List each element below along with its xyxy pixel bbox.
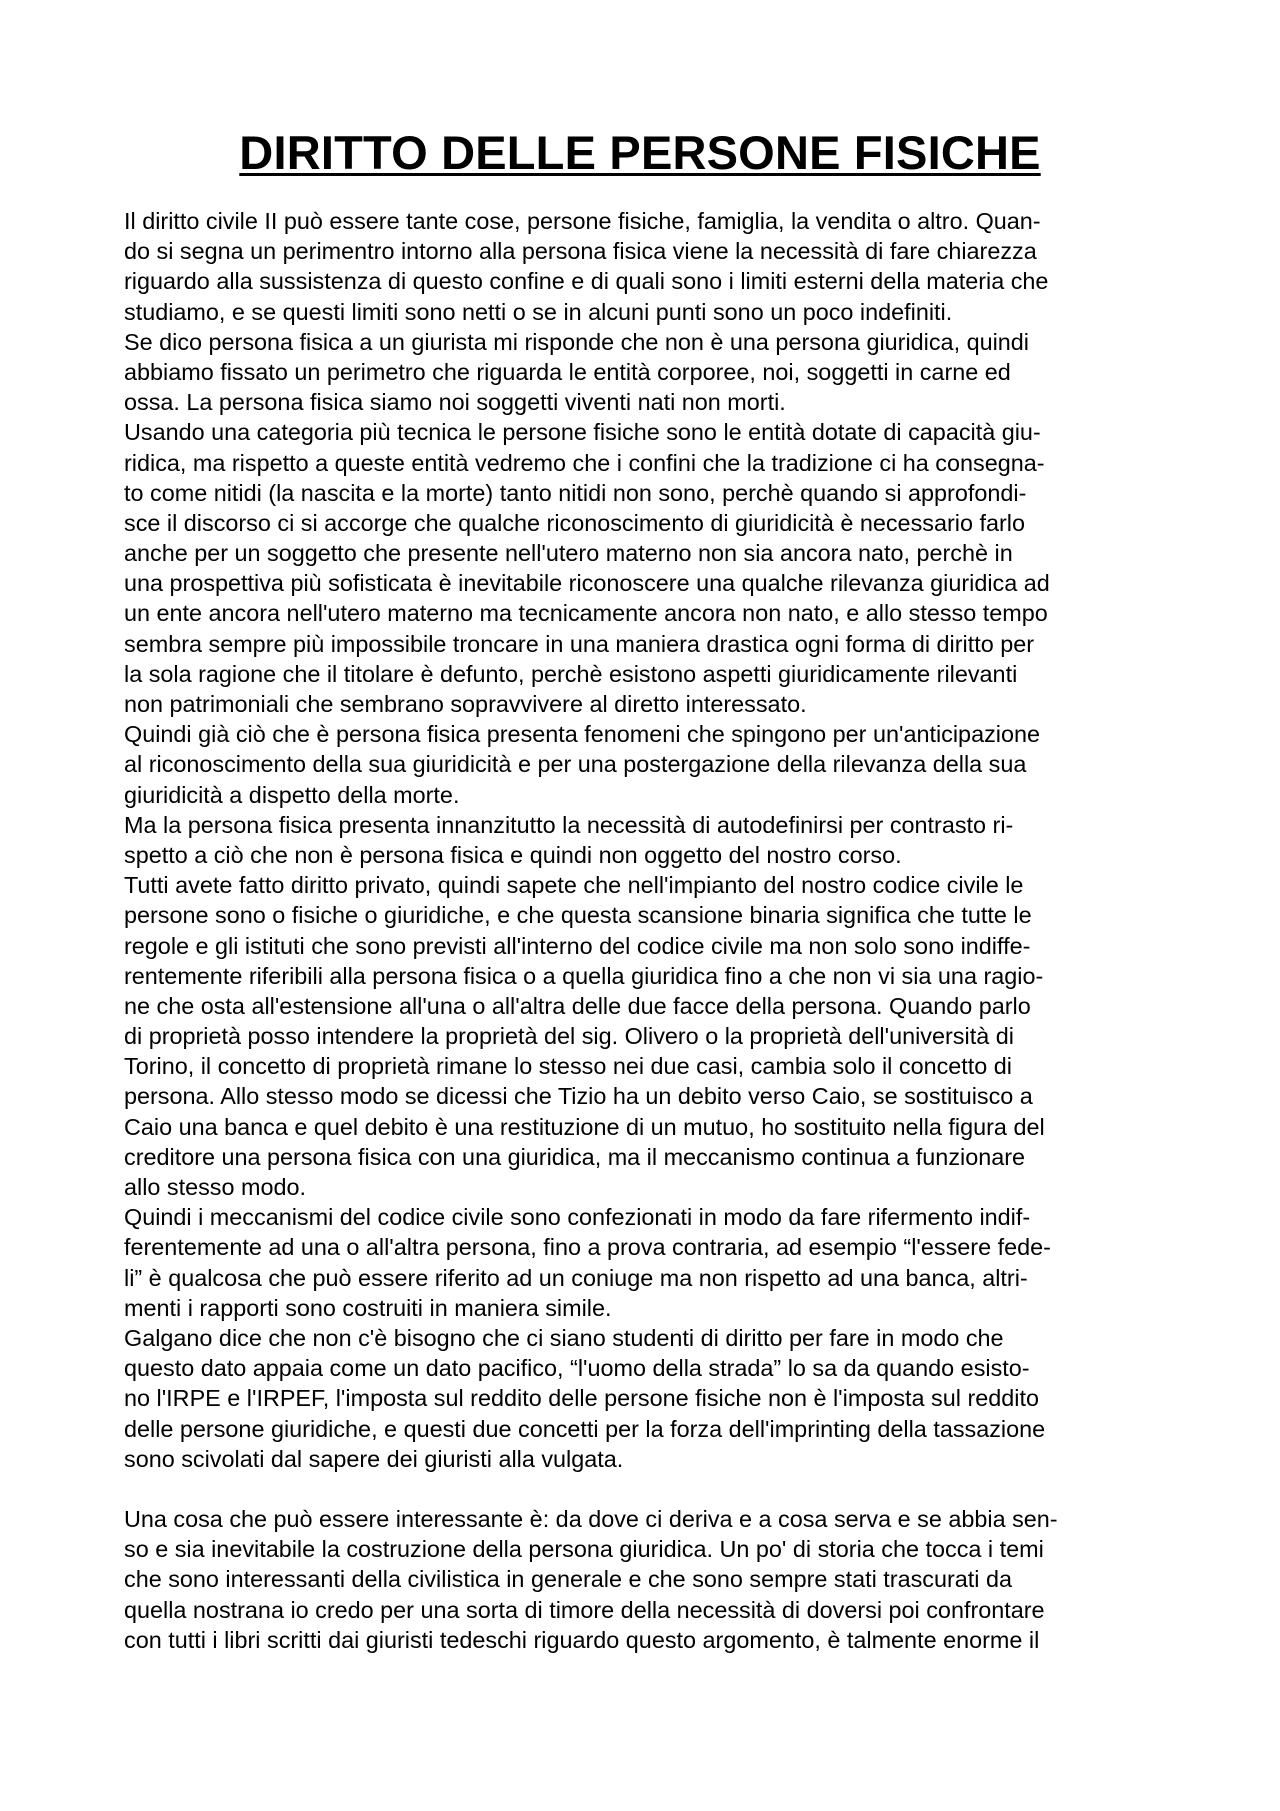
- text-line: Usando una categoria più tecnica le persone fisiche sono le entità dotate di capacità giu-: [124, 419, 1041, 446]
- text-line: Galgano dice che non c'è bisogno che ci siano studenti di diritto per fare in modo che: [124, 1324, 1004, 1351]
- text-line: con tutti i libri scritti dai giuristi tedeschi riguardo questo argomento, è talmente enorme il: [124, 1626, 1040, 1653]
- text-line: delle persone giuridiche, e questi due concetti per la forza dell'imprinting della tassazione: [124, 1415, 1046, 1442]
- text-line: so e sia inevitabile la costruzione della persona giuridica. Un po' di storia che tocca i temi: [124, 1536, 1044, 1563]
- text-line: ridica, ma rispetto a queste entità vedremo che i confini che la tradizione ci ha consegna-: [124, 449, 1045, 476]
- text-line: regole e gli istituti che sono previsti all'interno del codice civile ma non solo sono indiffe-: [124, 932, 1031, 959]
- text-line: Quindi i meccanismi del codice civile sono confezionati in modo da fare rifermento indif-: [124, 1204, 1031, 1231]
- text-line: giuridicità a dispetto della morte.: [124, 781, 460, 808]
- text-line: allo stesso modo.: [124, 1174, 307, 1200]
- text-line: la sola ragione che il titolare è defunto, perchè esistono aspetti giuridicamente rilevanti: [124, 660, 1018, 687]
- text-line: non patrimoniali che sembrano sopravvivere al diretto interessato.: [124, 691, 807, 717]
- text-line: Una cosa che può essere interessante è: da dove ci deriva e a cosa serva e se abbia sen-: [124, 1506, 1058, 1533]
- text-line: ossa. La persona fisica siamo noi soggetti viventi nati non morti.: [124, 389, 786, 416]
- text-line: Se dico persona fisica a un giurista mi risponde che non è una persona giuridica, quindi: [124, 328, 1029, 355]
- text-line: sono scivolati dal sapere dei giuristi alla vulgata.: [124, 1445, 624, 1472]
- text-line: sembra sempre più impossibile troncare in una maniera drastica ogni forma di diritto per: [124, 630, 1035, 657]
- text-line: persona. Allo stesso modo se dicessi che Tizio ha un debito verso Caio, se sostituisco a: [124, 1083, 1033, 1110]
- text-line: li” è qualcosa che può essere riferito ad un coniuge ma non rispetto ad una banca, altri-: [124, 1264, 1028, 1291]
- text-line: menti i rapporti sono costruiti in maniera simile.: [124, 1294, 612, 1321]
- text-line: Tutti avete fatto diritto privato, quindi sapete che nell'impianto del nostro codice civile le: [124, 872, 1024, 899]
- text-line: do si segna un perimentro intorno alla persona fisica viene la necessità di fare chiarezza: [124, 238, 1037, 265]
- text-line: Il diritto civile II può essere tante cose, persone fisiche, famiglia, la vendita o altro. Quan-: [124, 208, 1041, 234]
- text-line: persone sono o fisiche o giuridiche, e che questa scansione binaria significa che tutte le: [124, 902, 1032, 929]
- text-line: no l'IRPE e l'IRPEF, l'imposta sul reddito delle persone fisiche non è l'imposta sul reddito: [124, 1385, 1039, 1412]
- text-line: to come nitidi (la nascita e la morte) tanto nitidi non sono, perchè quando si approfondi-: [124, 479, 1027, 506]
- text-line: ferentemente ad una o all'altra persona, fino a prova contraria, ad esempio “l'essere fede-: [124, 1234, 1051, 1261]
- blank-line: [124, 1474, 1174, 1504]
- text-line: una prospettiva più sofisticata è inevitabile riconoscere una qualche rilevanza giuridica ad: [124, 570, 1050, 597]
- text-line: questo dato appaia come un dato pacifico, “l'uomo della strada” lo sa da quando esisto-: [124, 1355, 1030, 1382]
- document-body: [124, 206, 1174, 1655]
- text-line: studiamo, e se questi limiti sono netti o se in alcuni punti sono un poco indefiniti.: [124, 298, 953, 325]
- text-line: rentemente riferibili alla persona fisica o a quella giuridica fino a che non vi sia una ragio-: [124, 962, 1044, 989]
- text-line: creditore una persona fisica con una giuridica, ma il meccanismo continua a funzionare: [124, 1143, 1026, 1170]
- text-line: riguardo alla sussistenza di questo confine e di quali sono i limiti esterni della materia che: [124, 268, 1049, 295]
- text-line: ne che osta all'estensione all'una o all'altra delle due facce della persona. Quando parlo: [124, 992, 1031, 1019]
- text-line: Quindi già ciò che è persona fisica presenta fenomeni che spingono per un'anticipazione: [124, 721, 1040, 748]
- text-line: Caio una banca e quel debito è una restituzione di un mutuo, ho sostituito nella figura del: [124, 1113, 1045, 1140]
- text-line: di proprietà posso intendere la proprietà del sig. Olivero o la proprietà dell'università di: [124, 1023, 1014, 1050]
- text-line: un ente ancora nell'utero materno ma tecnicamente ancora non nato, e allo stesso tempo: [124, 600, 1048, 627]
- text-line: quella nostrana io credo per una sorta di timore della necessità di doversi poi confrontare: [124, 1596, 1045, 1623]
- document-title: DIRITTO DELLE PERSONE FISICHE: [239, 126, 1041, 179]
- text-line: Torino, il concetto di proprietà rimane lo stesso nei due casi, cambia solo il concetto di: [124, 1053, 1012, 1080]
- text-line: sce il discorso ci si accorge che qualche riconoscimento di giuridicità è necessario farlo: [124, 509, 1025, 536]
- text-line: anche per un soggetto che presente nell'utero materno non sia ancora nato, perchè in: [124, 540, 1013, 567]
- text-line: abbiamo fissato un perimetro che riguarda le entità corporee, noi, soggetti in carne ed: [124, 358, 1011, 385]
- text-line: al riconoscimento della sua giuridicità e per una postergazione della rilevanza della sua: [124, 751, 1027, 778]
- text-line: Ma la persona fisica presenta innanzitutto la necessità di autodefinirsi per contrasto ri-: [124, 811, 1014, 838]
- text-line: spetto a ciò che non è persona fisica e quindi non oggetto del nostro corso.: [124, 841, 902, 868]
- text-line: che sono interessanti della civilistica in generale e che sono sempre stati trascurati da: [124, 1566, 1013, 1593]
